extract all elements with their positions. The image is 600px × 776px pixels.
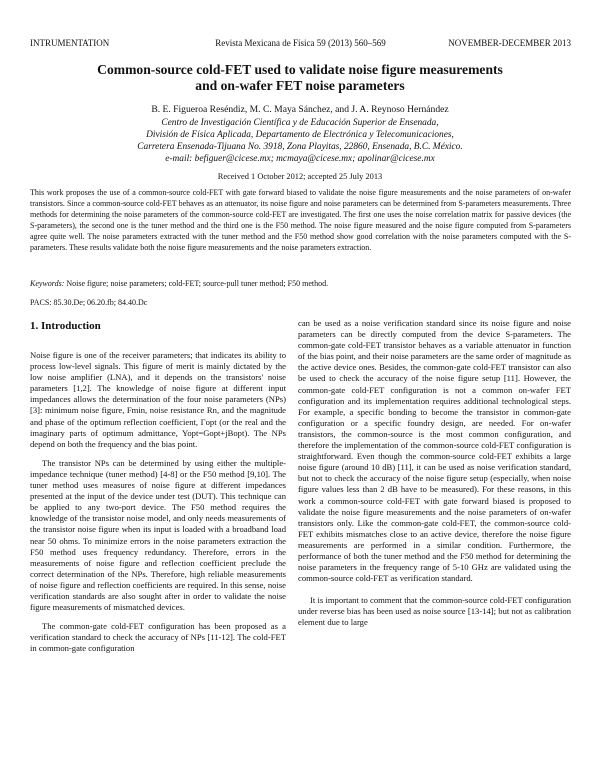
header-section: INTRUMENTATION: [30, 38, 110, 48]
keywords-text: Noise figure; noise parameters; cold-FET; source-pull tuner method; F50 method.: [66, 279, 329, 288]
affiliation-line: División de Física Aplicada, Departamento de Electrónica y Telecomunicaciones,: [146, 130, 454, 140]
paragraph: The transistor NPs can be determined by using either the multiple-impedance technique (tuner method) [4-8] or the F50 method [9,10]. The tuner method uses measures of noise figure at different impedances presented at the input of the device under test (DUT). This technique can be applied to any two-port device. The F50 method requires the knowledge of the transistor noise model, and only needs measurements of the transistor noise figure when its input is loaded with a broadband load near 50 ohms. To minimize errors in the noise parameters extraction the F50 method uses frequency redundancy. Therefore, errors in the measurements of noise figure and reflection coefficient preclude the correct determination of the NPs. Therefore, high reliable measurements of noise figure and reflection coefficients are required. In this sense, noise verification standards are also sought after in order to validate the noise figure measurements of mismatched devices.: [30, 457, 286, 613]
received-dates: Received 1 October 2012; accepted 25 July 2013: [217, 172, 383, 181]
affiliation-line: Centro de Investigación Científica y de Educación Superior de Ensenada,: [161, 118, 439, 128]
header-journal: Revista Mexicana de Física 59 (2013) 560–569: [215, 38, 386, 48]
left-column: [30, 350, 286, 654]
header-date: NOVEMBER-DECEMBER 2013: [448, 38, 571, 48]
paper-title: [60, 62, 540, 94]
keywords-label: Keywords:: [30, 279, 65, 288]
keywords: [30, 279, 571, 289]
paragraph: Noise figure is one of the receiver parameters; that indicates its ability to process low-level signals. This figure of merit is mainly dictated by the low noise amplifier (LNA), and it depends on the transistors' noise parameters [1,2]. The knowledge of noise figure at different input impedances allows the determination of the four noise parameters (NPs) [3]: minimum noise figure, Fmin, noise resistance Rn, and the magnitude and phase of the optimum reflection coefficient, Γopt (or the real and the imaginary parts of optimum admittance, Yopt=Gopt+jBopt). The NPs depend on both the frequency and the bias point.: [30, 350, 286, 449]
abstract: This work proposes the use of a common-source cold-FET with gate forward biased to validate the noise figure measurements and the noise parameters of on-wafer transistors. Since a common-source cold-FET behaves as an attenuator, its noise figure and noise parameters can be determined from S-parameters measurements. Three methods for determining the noise parameters of the common-source cold-FET are investigated. The first one uses the noise correlation matrix for passive devices (the S-parameters), the second one is the tuner method and the third one is the F50 method. The noise figure measured and the noise figure computed from S-parameters agree quite well. The noise parameters extracted with the tuner method and the F50 method show good correlation with the noise parameters computed with the S-parameters. These results validate both the noise figure measurements and the noise parameters extraction.: [30, 188, 571, 253]
authors: B. E. Figueroa Reséndiz, M. C. Maya Sánchez, and J. A. Reynoso Hernández: [151, 104, 449, 115]
affiliation: [40, 117, 560, 165]
right-column: [298, 318, 571, 629]
title-line-1: Common-source cold-FET used to validate noise figure measurements: [97, 62, 503, 77]
paragraph: The common-gate cold-FET configuration has been proposed as a verification standard to check the accuracy of NPs [11-12]. The cold-FET in common-gate configuration: [30, 621, 286, 654]
section-heading: 1. Introduction: [30, 320, 101, 332]
paragraph: can be used as a noise verification standard since its noise figure and noise parameters can be directly computed from the device S-parameters. The common-gate cold-FET transistor behaves as a variable attenuator in function of the bias point, and their noise parameters are the same order of magnitude as the active device ones. Besides, the common-gate cold-FET transistor can also be used to check the accuracy of the noise figure setup [11]. However, the common-gate cold-FET configuration is not a common on-wafer FET configuration and its implementation requires additional technological steps. For example, a specific bonding to become the transistor in common-gate configuration or a specific foundry design, are needed. For on-wafer transistors, the common-source is the most common configuration, and therefore the implementation of the common-source cold-FET configuration is straightforward. Even though the common-source cold-FET exhibits a large noise figure (around 10 dB) [11], it can be used as noise verification standard, but not to check the accuracy of the noise figure setup (especially, when noise figure values less than 2 dB have to be measured). For these reasons, in this work a common-source cold-FET with gate forward biased is proposed to validate the noise figure measurements and the noise parameters of on-wafer transistors only. Like the common-gate cold-FET, the common-source cold-FET exhibits mismatches close to an active device, therefore the noise figure measurements are performed in a similar condition. Furthermore, the performance of both the tuner method and the F50 method for determining the noise parameters in the frequency range of 5-10 GHz are validated using the common-source cold-FET as verification standard.: [298, 318, 571, 584]
paragraph: It is important to comment that the common-source cold-FET configuration under reverse bias has been used as noise source [13-14]; but not as calibration element due to large: [298, 595, 571, 628]
affiliation-email: e-mail: befiguer@cicese.mx; mcmaya@cicese.mx; apolinar@cicese.mx: [165, 154, 435, 164]
affiliation-line: Carretera Ensenada-Tijuana No. 3918, Zona Playitas, 22860, Ensenada, B.C. México.: [137, 142, 463, 152]
pacs-codes: PACS: 85.30.De; 06.20.fb; 84.40.Dc: [30, 298, 148, 307]
title-line-2: and on-wafer FET noise parameters: [195, 78, 405, 93]
